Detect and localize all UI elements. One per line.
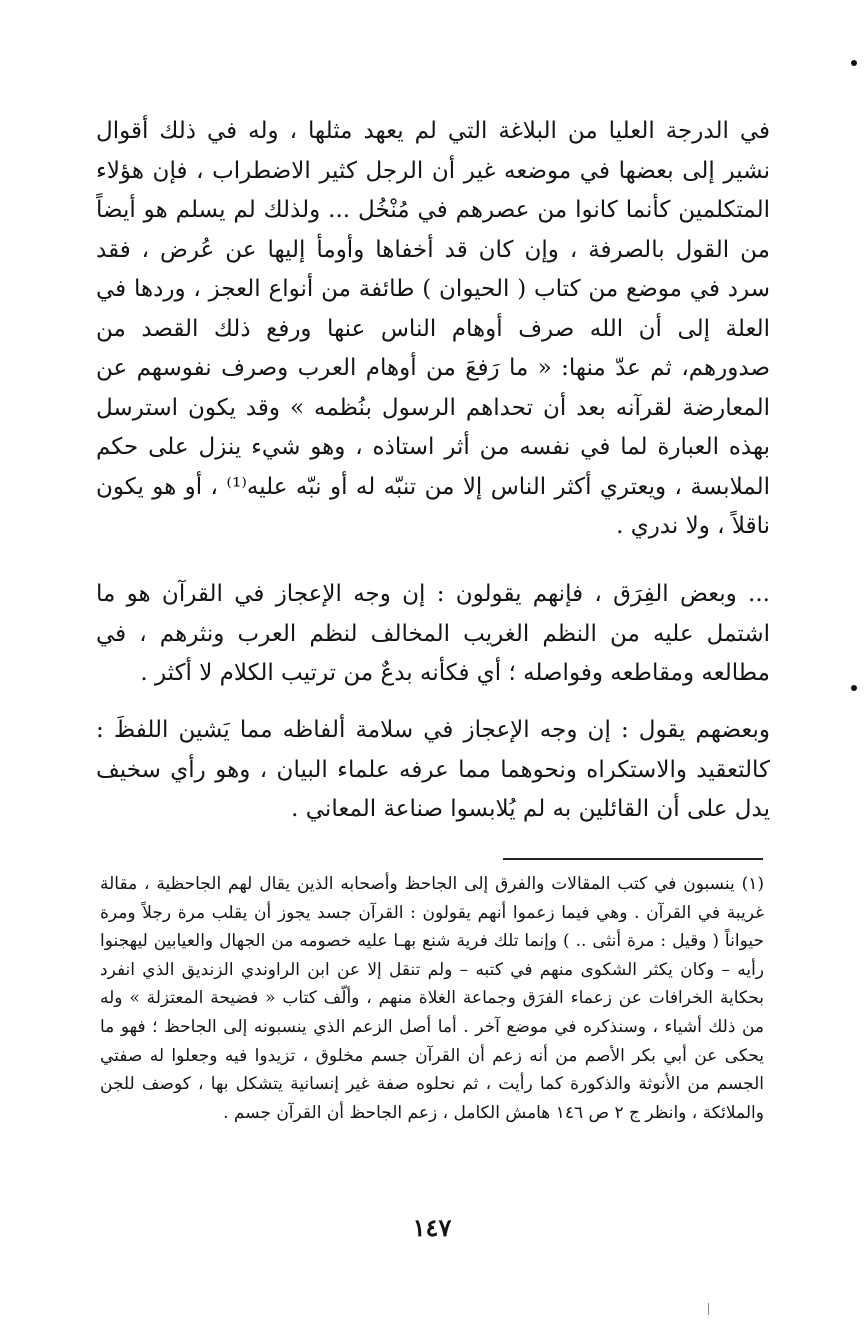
- paragraph-1: في الدرجة العليا من البلاغة التي لم يعهد مثلها ، وله في ذلك أقوال نشير إلى بعضها في موضعه غير أن الرجل كثير الاضطراب ، فإن هؤلاء المتكلمين كأنما كانوا من عصرهم في مُنْخُل ... ولذلك لم يسلم هو أيضاً من القول بالصرفة ، وإن كان قد أخفاها وأومأ إليها عن عُرض ، فقد سرد في موضع من كتاب ( الحيوان ) طائفة من أنواع العجز ، وردها في العلة إلى أن الله صرف أوهام الناس عنها ورفع ذلك القصد من صدورهم، ثم عدّ منها: « ما رَفعَ من أوهام العرب وصرف نفوسهم عن المعارضة لقرآنه بعد أن تحداهم الرسول بنُظمه » وقد يكون استرسل بهذه العبارة لما في نفسه من أثر استاذه ، وهو شيء ينزل على حكم الملابسة ، ويعتري أكثر الناس إلا من تنبّه له أو نبّه عليه⁽¹⁾ ، أو هو يكون ناقلاً ، ولا ندري .: [96, 118, 770, 539]
- paragraph-3: وبعضهم يقول : إن وجه الإعجاز في سلامة ألفاظه مما يَشين اللفظَ : كالتعقيد والاستكراه ونحوهما مما عرفه علماء البيان ، وهو رأي سخيف يدل على أن القائلين به لم يُلابسوا صناعة المعاني .: [96, 717, 770, 822]
- page-number: ١٤٧: [412, 1213, 452, 1242]
- paragraph-2: ... وبعض الفِرَق ، فإنهم يقولون : إن وجه الإعجاز في القرآن هو ما اشتمل عليه من النظم الغريب المخالف لنظم العرب ونثرهم ، في مطالعه ومقاطعه وفواصله ؛ أي فكأنه بدعٌ من ترتيب الكلام لا أكثر .: [96, 581, 770, 686]
- footnote-1: (١) ينسبون في كتب المقالات والفرق إلى الجاحظ وأصحابه الذين يقال لهم الجاحظية ، مقالة غريبة في القرآن . وهي فيما زعموا أنهم يقولون : القرآن جسد يجوز أن يقلب مرة رجلاً ومرة حيواناً ( وقيل : مرة أنثى .. ) وإنما تلك فرية شنع بهـا عليه خصومه من الجهال والعيابين ليهجنوا رأيه – وكان يكثر الشكوى منهم في كتبه – ولم تنقل إلا عن ابن الراوندي الزنديق الذي انفرد بحكاية الخرافات عن زعماء الفرَق وجماعة الغلاة منهم ، وألّف كتاب « فضيحة المعتزلة » وله من ذلك أشياء ، وسنذكره في موضع آخر . أما أصل الزعم الذي ينسبونه إلى الجاحظ ؛ فهو ما يحكى عن أبي بكر الأصم من أنه زعم أن القرآن جسم مخلوق ، تزيدوا فيه وجعلوا له صفتي الجسم من الأنوثة والذكورة كما رأيت ، ثم نحلوه صفة غير إنسانية يتشكل بها ، كوصف للجن والملائكة ، وانظر ج ٢ ص ١٤٦ هامش الكامل ، زعم الجاحظ أن القرآن جسم .: [100, 874, 764, 1123]
- footnote-separator: [503, 858, 763, 860]
- margin-dot-middle: [851, 685, 857, 691]
- margin-dot-top: [851, 60, 857, 66]
- bottom-margin-mark: [708, 1303, 709, 1315]
